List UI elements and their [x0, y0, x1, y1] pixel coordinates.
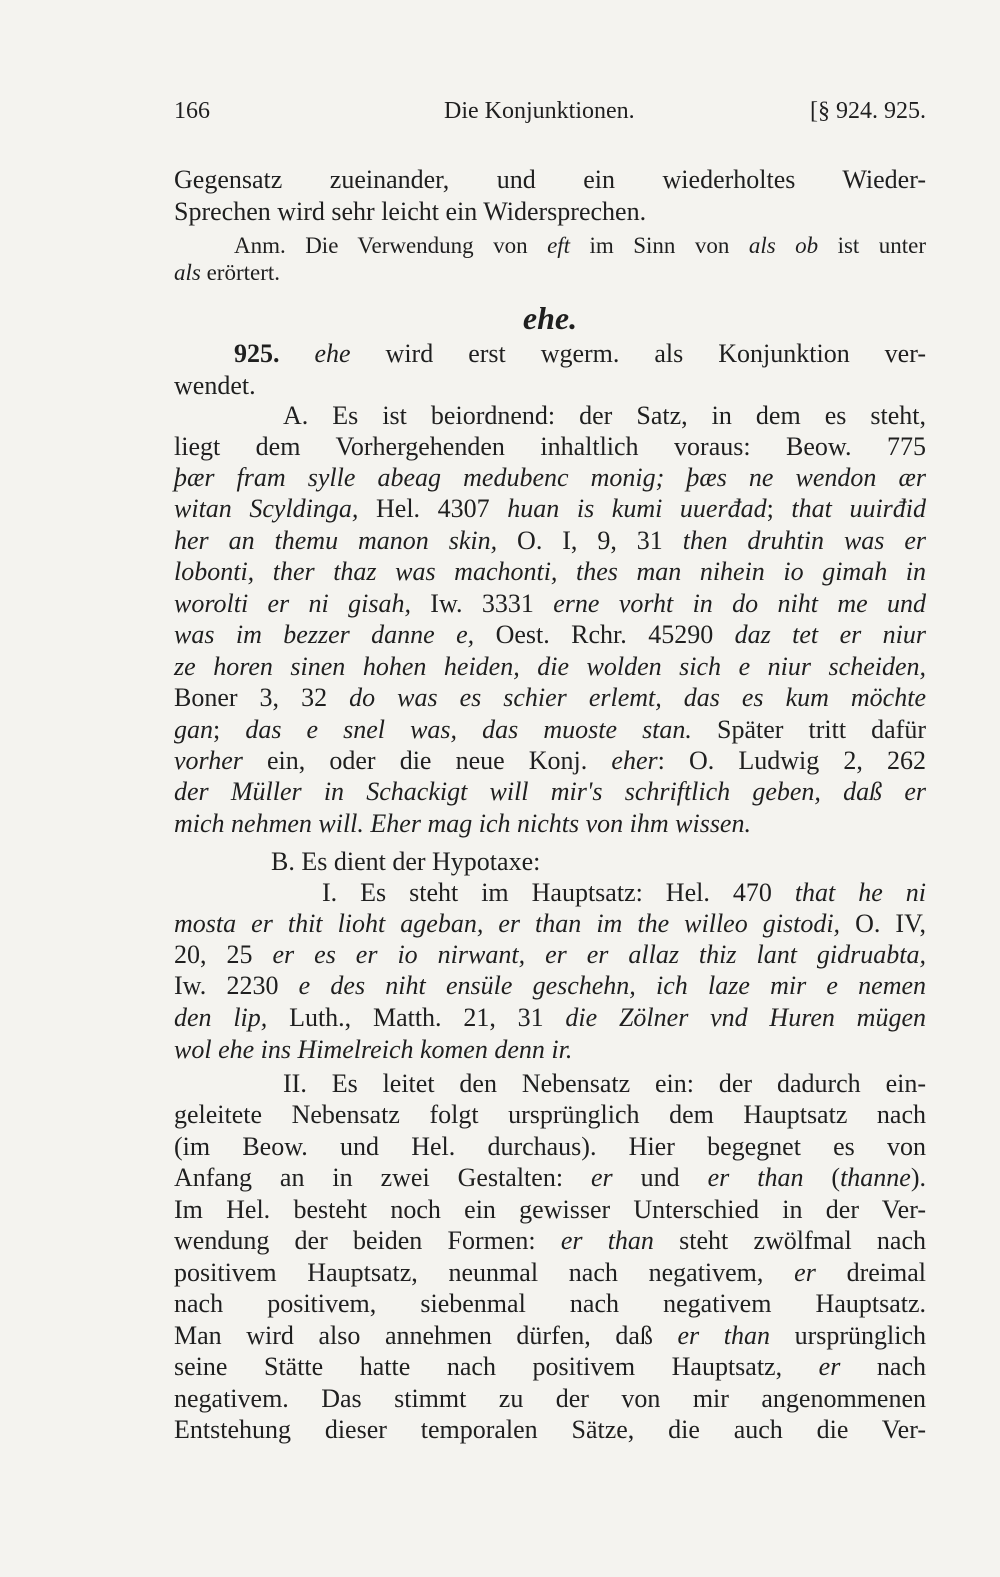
text-line: vorher ein, oder die neue Konj. eher: O. Ludwig 2, 262 [174, 746, 926, 775]
text-line: Man wird also annehmen dürfen, daß er than ursprünglich [174, 1321, 926, 1350]
text-line: witan Scyldinga, Hel. 4307 huan is kumi uuerđad; that uuirđid [174, 494, 927, 523]
text-line: negativem. Das stimmt zu der von mir angenommenen [174, 1384, 926, 1413]
text-line: ze horen sinen hohen heiden, die wolden sich e niur scheiden, [174, 652, 926, 681]
text-line: Gegensatz zueinander, und ein wiederholtes Wieder- [174, 165, 926, 194]
text-line: 20, 25 er es er io nirwant, er er allaz thiz lant gidruabta, [174, 940, 927, 969]
running-title: Die Konjunktionen. [444, 98, 635, 124]
page-number: 166 [174, 98, 210, 124]
text-line: Sprechen wird sehr leicht ein Widersprechen. [174, 197, 647, 226]
text-line: þær fram sylle abeag medubenc monig; þæs ne wendon ær [174, 463, 926, 492]
text-line: mosta er thit lioht ageban, er than im the willeo gistodi, O. IV, [174, 909, 927, 938]
running-header [174, 98, 926, 132]
text-line: Im Hel. besteht noch ein gewisser Unterschied in der Ver- [174, 1195, 926, 1224]
text-line: wendet. [174, 371, 256, 400]
text-line: was im bezzer danne e, Oest. Rchr. 45290 daz tet er niur [174, 620, 926, 649]
text-line: her an themu manon skin, O. I, 9, 31 then druhtin was er [174, 526, 926, 555]
text-line: lobonti, ther thaz was machonti, thes man nihein io gimah in [174, 557, 926, 586]
text-line: liegt dem Vorhergehenden inhaltlich voraus: Beow. 775 [174, 432, 926, 461]
text-line: II. Es leitet den Nebensatz ein: der dadurch ein- [283, 1069, 926, 1098]
text-line: positivem Hauptsatz, neunmal nach negativem, er dreimal [174, 1258, 926, 1287]
paragraph-number: 925. [234, 339, 280, 368]
note-line: als erörtert. [174, 260, 281, 285]
text-line: Anfang an in zwei Gestalten: er und er than (thanne). [174, 1163, 927, 1192]
paragraph-start: 925. ehe wird erst wgerm. als Konjunktion ver- [234, 339, 927, 368]
text-line: geleitete Nebensatz folgt ursprünglich dem Hauptsatz nach [174, 1100, 926, 1129]
text-line: mich nehmen will. Eher mag ich nichts von ihm wissen. [174, 809, 751, 838]
note-line: Anm. Die Verwendung von eft im Sinn von als ob ist unter [234, 233, 927, 258]
text-line: A. Es ist beiordnend: der Satz, in dem es steht, [283, 401, 926, 430]
text-line: I. Es steht im Hauptsatz: Hel. 470 that he ni [322, 878, 927, 907]
text-line: der Müller in Schackigt will mir's schriftlich geben, daß er [174, 777, 926, 806]
section-reference: [§ 924. 925. [810, 98, 926, 124]
text-line: seine Stätte hatte nach positivem Hauptsatz, er nach [174, 1352, 926, 1381]
text-line: nach positivem, siebenmal nach negativem Hauptsatz. [174, 1289, 926, 1318]
text-line: gan; das e snel was, das muoste stan. Später tritt dafür [174, 715, 926, 744]
text-line: den lip, Luth., Matth. 21, 31 die Zölner vnd Huren mügen [174, 1003, 926, 1032]
text-line: worolti er ni gisah, Iw. 3331 erne vorht in do niht me und [174, 589, 926, 618]
text-line: (im Beow. und Hel. durchaus). Hier begegnet es von [174, 1132, 926, 1161]
text-line: Entstehung dieser temporalen Sätze, die auch die Ver- [174, 1415, 926, 1444]
text-line: wendung der beiden Formen: er than steht zwölfmal nach [174, 1226, 926, 1255]
section-heading: ehe. [522, 300, 578, 336]
text-line: wol ehe ins Himelreich komen denn ir. [174, 1035, 573, 1064]
text-line: Iw. 2230 e des niht ensüle geschehn, ich laze mir e nemen [174, 971, 927, 1000]
text-line: B. Es dient der Hypotaxe: [271, 847, 541, 876]
text-line: Boner 3, 32 do was es schier erlemt, das es kum möchte [174, 683, 926, 712]
